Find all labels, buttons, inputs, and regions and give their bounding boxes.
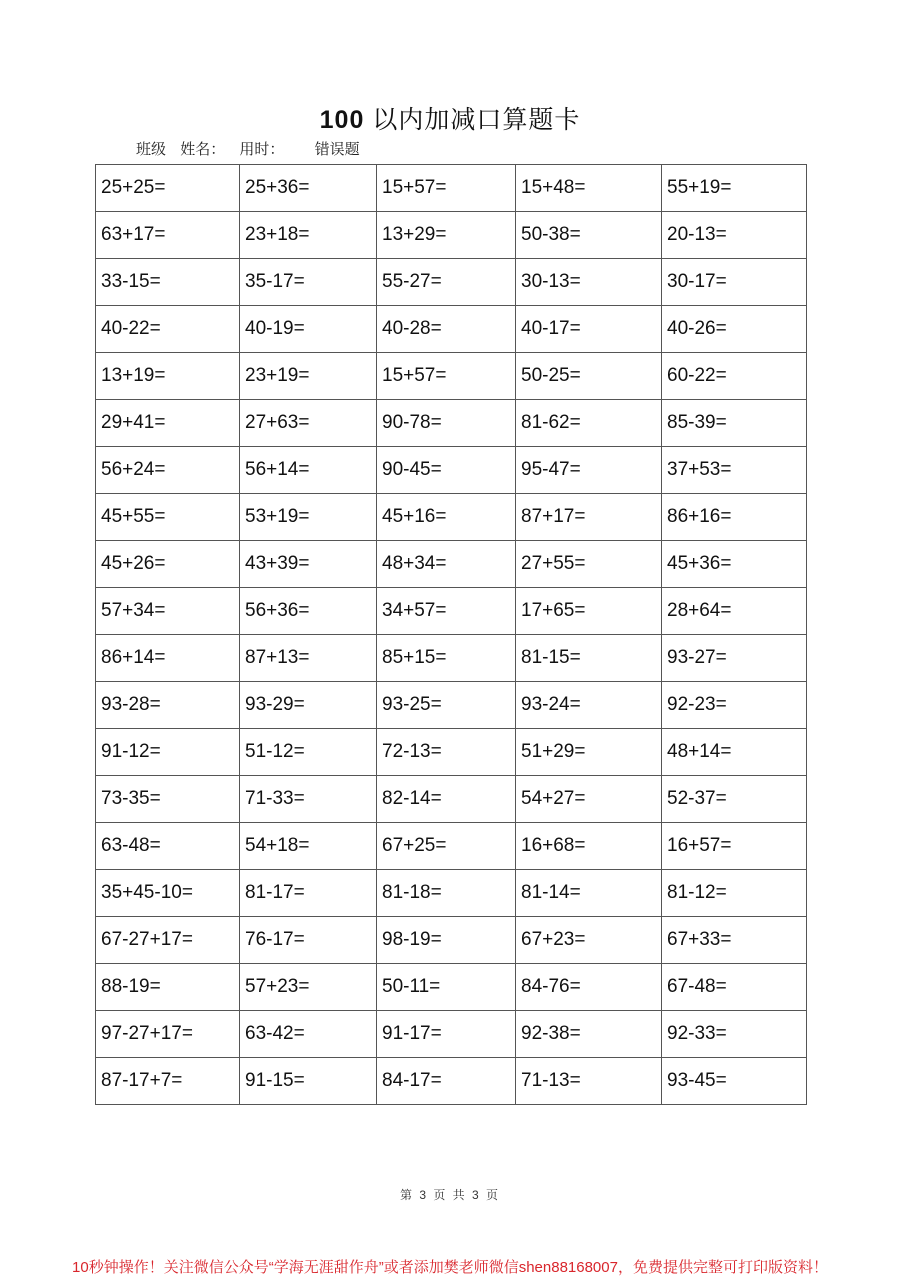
problem-cell: 71-33= xyxy=(240,776,377,823)
table-row xyxy=(96,400,807,447)
problem-cell: 23+19= xyxy=(240,353,377,400)
table-row xyxy=(96,259,807,306)
problem-cell: 40-19= xyxy=(240,306,377,353)
problem-cell: 35-17= xyxy=(240,259,377,306)
problem-cell: 63+17= xyxy=(96,212,240,259)
problem-cell: 51+29= xyxy=(516,729,662,776)
problem-cell: 45+26= xyxy=(96,541,240,588)
problem-cell: 81-14= xyxy=(516,870,662,917)
problem-cell: 81-18= xyxy=(377,870,516,917)
problem-cell: 56+36= xyxy=(240,588,377,635)
table-row xyxy=(96,682,807,729)
problem-cell: 92-33= xyxy=(662,1011,807,1058)
problem-cell: 54+18= xyxy=(240,823,377,870)
problem-cell: 87+13= xyxy=(240,635,377,682)
problem-cell: 93-28= xyxy=(96,682,240,729)
problem-cell: 20-13= xyxy=(662,212,807,259)
problem-cell: 93-25= xyxy=(377,682,516,729)
problem-cell: 40-17= xyxy=(516,306,662,353)
table-row xyxy=(96,870,807,917)
problem-cell: 67+23= xyxy=(516,917,662,964)
problem-cell: 63-48= xyxy=(96,823,240,870)
problem-cell: 63-42= xyxy=(240,1011,377,1058)
problem-cell: 40-22= xyxy=(96,306,240,353)
table-row xyxy=(96,823,807,870)
table-row xyxy=(96,165,807,212)
problem-cell: 98-19= xyxy=(377,917,516,964)
problem-cell: 86+16= xyxy=(662,494,807,541)
problem-cell: 84-17= xyxy=(377,1058,516,1105)
problem-cell: 50-38= xyxy=(516,212,662,259)
problem-cell: 91-12= xyxy=(96,729,240,776)
problem-cell: 56+14= xyxy=(240,447,377,494)
problem-cell: 27+63= xyxy=(240,400,377,447)
problem-cell: 35+45-10= xyxy=(96,870,240,917)
problem-cell: 15+57= xyxy=(377,165,516,212)
table-row xyxy=(96,729,807,776)
problem-cell: 88-19= xyxy=(96,964,240,1011)
problem-cell: 86+14= xyxy=(96,635,240,682)
problem-cell: 54+27= xyxy=(516,776,662,823)
table-row xyxy=(96,353,807,400)
table-row xyxy=(96,447,807,494)
problem-cell: 93-24= xyxy=(516,682,662,729)
page-indicator: 第 3 页 共 3 页 xyxy=(399,1188,501,1202)
problem-cell: 92-38= xyxy=(516,1011,662,1058)
problem-cell: 81-12= xyxy=(662,870,807,917)
problem-cell: 55+19= xyxy=(662,165,807,212)
problem-cell: 93-45= xyxy=(662,1058,807,1105)
class-label: 班级 xyxy=(136,141,167,158)
problem-cell: 84-76= xyxy=(516,964,662,1011)
problem-cell: 60-22= xyxy=(662,353,807,400)
problem-cell: 90-45= xyxy=(377,447,516,494)
problem-cell: 85+15= xyxy=(377,635,516,682)
problem-cell: 85-39= xyxy=(662,400,807,447)
table-row xyxy=(96,541,807,588)
problem-cell: 52-37= xyxy=(662,776,807,823)
problem-cell: 43+39= xyxy=(240,541,377,588)
problem-cell: 27+55= xyxy=(516,541,662,588)
student-info-line xyxy=(136,138,370,159)
problem-cell: 17+65= xyxy=(516,588,662,635)
promo-banner: 10秒钟操作！关注微信公众号“学海无涯甜作舟”或者添加樊老师微信shen88168007，免费提供完整可打印版资料！ xyxy=(72,1259,828,1276)
table-row xyxy=(96,212,807,259)
arithmetic-table xyxy=(95,164,807,1105)
problem-cell: 67+33= xyxy=(662,917,807,964)
time-label: 用时： xyxy=(239,141,285,158)
problem-cell: 25+25= xyxy=(96,165,240,212)
problem-cell: 93-29= xyxy=(240,682,377,729)
title-number: 100 xyxy=(319,106,365,134)
table-row xyxy=(96,1058,807,1105)
problem-cell: 72-13= xyxy=(377,729,516,776)
table-row xyxy=(96,306,807,353)
problem-cell: 67-27+17= xyxy=(96,917,240,964)
problem-cell: 48+14= xyxy=(662,729,807,776)
problem-cell: 97-27+17= xyxy=(96,1011,240,1058)
name-label: 姓名： xyxy=(180,141,226,158)
problem-cell: 91-17= xyxy=(377,1011,516,1058)
problem-cell: 25+36= xyxy=(240,165,377,212)
problem-cell: 82-14= xyxy=(377,776,516,823)
title-text: 以内加减口算题卡 xyxy=(364,106,581,134)
problem-cell: 15+57= xyxy=(377,353,516,400)
problem-cell: 55-27= xyxy=(377,259,516,306)
problem-cell: 95-47= xyxy=(516,447,662,494)
problem-cell: 76-17= xyxy=(240,917,377,964)
problem-cell: 81-17= xyxy=(240,870,377,917)
problem-cell: 53+19= xyxy=(240,494,377,541)
table-row xyxy=(96,494,807,541)
problem-cell: 37+53= xyxy=(662,447,807,494)
problem-cell: 50-11= xyxy=(377,964,516,1011)
problem-cell: 45+55= xyxy=(96,494,240,541)
problem-cell: 45+36= xyxy=(662,541,807,588)
problem-cell: 93-27= xyxy=(662,635,807,682)
problem-cell: 87+17= xyxy=(516,494,662,541)
problem-cell: 71-13= xyxy=(516,1058,662,1105)
problem-cell: 87-17+7= xyxy=(96,1058,240,1105)
table-row xyxy=(96,964,807,1011)
problem-cell: 67-48= xyxy=(662,964,807,1011)
problem-cell: 92-23= xyxy=(662,682,807,729)
problem-cell: 56+24= xyxy=(96,447,240,494)
problem-cell: 34+57= xyxy=(377,588,516,635)
table-row xyxy=(96,1011,807,1058)
table-row xyxy=(96,917,807,964)
problem-cell: 51-12= xyxy=(240,729,377,776)
problem-cell: 13+19= xyxy=(96,353,240,400)
problem-cell: 33-15= xyxy=(96,259,240,306)
problem-cell: 90-78= xyxy=(377,400,516,447)
problem-cell: 50-25= xyxy=(516,353,662,400)
problem-cell: 23+18= xyxy=(240,212,377,259)
problem-cell: 40-28= xyxy=(377,306,516,353)
problem-cell: 67+25= xyxy=(377,823,516,870)
table-row xyxy=(96,635,807,682)
problem-cell: 15+48= xyxy=(516,165,662,212)
problem-cell: 30-17= xyxy=(662,259,807,306)
problem-cell: 91-15= xyxy=(240,1058,377,1105)
problem-cell: 16+68= xyxy=(516,823,662,870)
problem-cell: 48+34= xyxy=(377,541,516,588)
problem-cell: 13+29= xyxy=(377,212,516,259)
table-row xyxy=(96,776,807,823)
problem-cell: 57+23= xyxy=(240,964,377,1011)
problem-cell: 40-26= xyxy=(662,306,807,353)
errors-label: 错误题 xyxy=(314,141,360,158)
problem-cell: 81-62= xyxy=(516,400,662,447)
problem-cell: 45+16= xyxy=(377,494,516,541)
page-title xyxy=(0,100,900,136)
problem-cell: 16+57= xyxy=(662,823,807,870)
table-row xyxy=(96,588,807,635)
problem-cell: 29+41= xyxy=(96,400,240,447)
problem-cell: 81-15= xyxy=(516,635,662,682)
problem-cell: 73-35= xyxy=(96,776,240,823)
problem-cell: 57+34= xyxy=(96,588,240,635)
problem-cell: 28+64= xyxy=(662,588,807,635)
problem-cell: 30-13= xyxy=(516,259,662,306)
